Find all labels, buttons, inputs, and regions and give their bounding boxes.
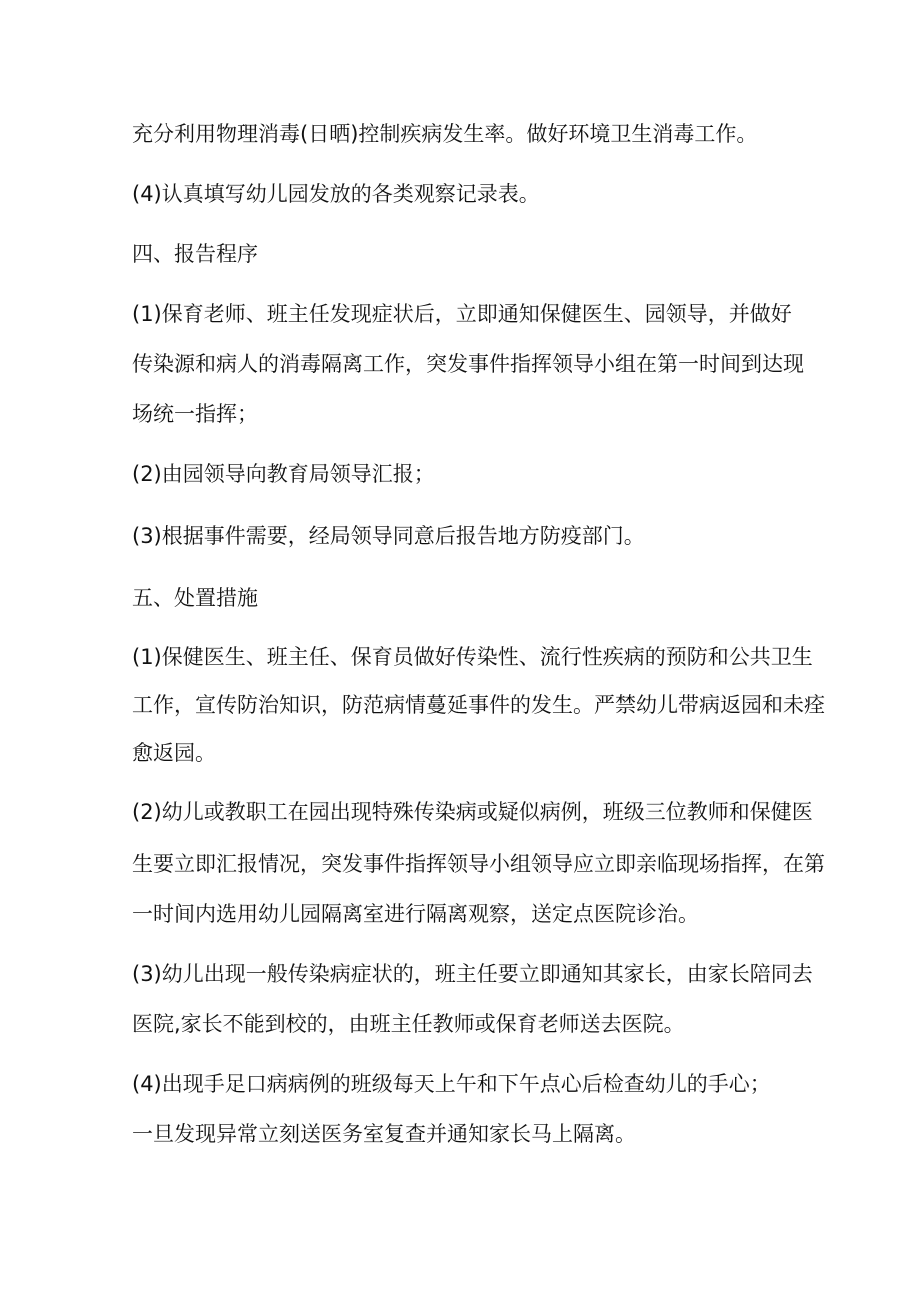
section-heading-measures: 五、处置措施 [132,586,258,610]
text-line: (3)根据事件需要，经局领导同意后报告地方防疫部门。 [132,524,645,548]
text-line: (2)由园领导向教育局领导汇报； [132,462,435,486]
text-line: 生要立即汇报情况，突发事件指挥领导小组领导应立即亲临现场指挥，在第 [132,852,825,876]
text-line: (3)幼儿出现一般传染病症状的，班主任要立即通知其家长，由家长陪同去 [132,962,813,986]
text-line: 愈返园。 [132,741,216,765]
text-line: 一旦发现异常立刻送医务室复查并通知家长马上隔离。 [132,1122,636,1146]
text-line: 充分利用物理消毒(日晒)控制疾病发生率。做好环境卫生消毒工作。 [132,122,758,146]
text-line: 一时间内选用幼儿园隔离室进行隔离观察，送定点医院诊治。 [132,902,699,926]
text-line: (1)保健医生、班主任、保育员做好传染性、流行性疾病的预防和公共卫生 [132,645,813,669]
text-line: (4)认真填写幼儿园发放的各类观察记录表。 [132,182,540,206]
text-line: 工作，宣传防治知识，防范病情蔓延事件的发生。严禁幼儿带病返园和未痊 [132,693,825,717]
text-line: 传染源和病人的消毒隔离工作，突发事件指挥领导小组在第一时间到达现 [132,352,804,376]
text-line: 医院,家长不能到校的，由班主任教师或保育老师送去医院。 [132,1012,685,1036]
section-heading-reporting: 四、报告程序 [132,242,258,266]
text-line: 场统一指挥； [132,402,258,426]
text-line: (2)幼儿或教职工在园出现特殊传染病或疑似病例，班级三位教师和保健医 [132,800,813,824]
text-line: (4)出现手足口病病例的班级每天上午和下午点心后检查幼儿的手心； [132,1072,771,1096]
text-line: (1)保育老师、班主任发现症状后，立即通知保健医生、园领导，并做好 [132,302,792,326]
